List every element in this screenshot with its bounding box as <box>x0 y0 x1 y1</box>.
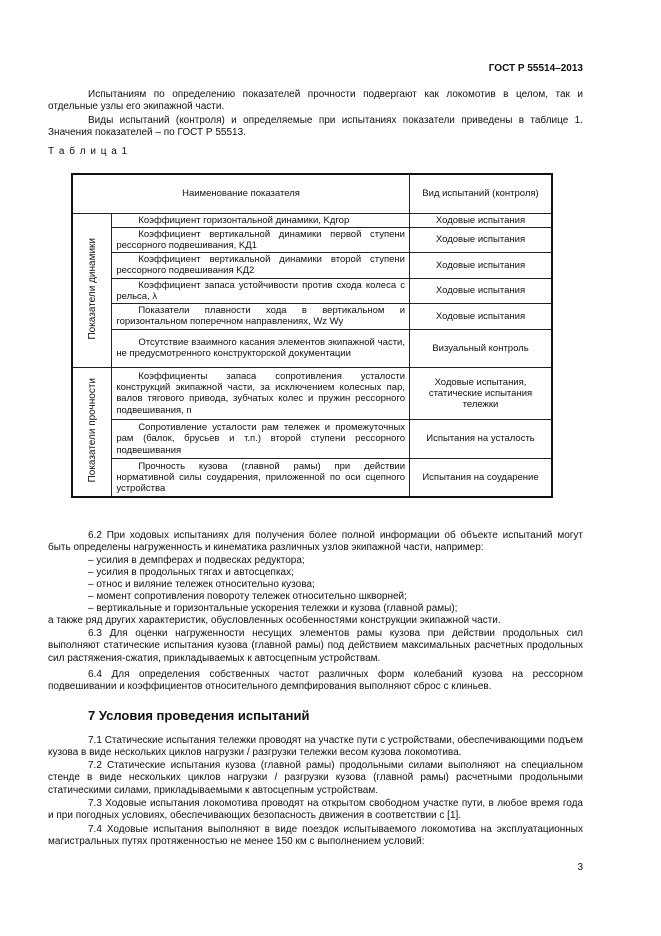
table-row-name: Сопротивление усталости рам тележек и промежуточных рам (балок, брусьев и т.п.) второй ступени рессорного подвешивания <box>112 419 410 458</box>
list-item: – усилия в демпферах и подвесках редуктора; <box>88 555 305 566</box>
list-item: – усилия в продольных тягах и автосцепках; <box>88 567 294 578</box>
paragraph-6-3: 6.3 Для оценки нагруженности несущих элементов рамы кузова при действии продольных сил выполняют статические испытания кузова (главной рамы) под действием максимальных расчетных продольных сил растяжения-сжатия, прикладываемых к автосцепным устройствам. <box>48 628 583 664</box>
page-number: 3 <box>577 862 583 873</box>
table-row-name: Прочность кузова (главной рамы) при действии нормативной силы соударения, приложенной по оси сцепного устройства <box>112 458 410 497</box>
paragraph-6-4: 6.4 Для определения собственных частот различных форм колебаний кузова на рессорном подвешивании и коэффициентов относительного демпфирования выполняют сброс с клиньев. <box>48 669 583 693</box>
paragraph-7-3: 7.3 Ходовые испытания локомотива проводят на открытом свободном участке пути, в любое время года и при погодных условиях, обеспечивающих безопасность движения в соответствии с [1]. <box>48 798 583 822</box>
intro-paragraph-1: Испытаниям по определению показателей прочности подвергают как локомотив в целом, так и отдельные узлы его экипажной части. <box>48 89 583 113</box>
table-row-name: Коэффициент вертикальной динамики второй ступени рессорного подвешивания KД2 <box>112 253 410 278</box>
table-row-kind: Испытания на соударение <box>410 458 553 497</box>
table-row-name: Коэффициент запаса устойчивости против схода колеса с рельса, λ <box>112 278 410 303</box>
paragraph-7-4: 7.4 Ходовые испытания выполняют в виде поездок испытываемого локомотива на эксплуатационных магистральных путях протяженностью не менее 150 км с выполнением условий: <box>48 824 583 848</box>
table-row-kind: Ходовые испытания, статические испытания тележки <box>410 367 553 419</box>
document-code: ГОСТ Р 55514–2013 <box>488 63 583 74</box>
paragraph-7-1: 7.1 Статические испытания тележки проводят на участке пути с устройствами, обеспечивающими подъем кузова в виде нескольких циклов нагрузки / разгрузки тележки весом кузова локомотива. <box>48 735 583 759</box>
indicators-table <box>71 173 553 498</box>
table-row-kind: Испытания на усталость <box>410 419 553 458</box>
table-row-kind: Ходовые испытания <box>410 303 553 329</box>
intro-paragraph-2: Виды испытаний (контроля) и определяемые при испытаниях показатели приведены в таблице 1. Значения показателей – по ГОСТ Р 55513. <box>48 115 583 139</box>
table-row-name: Отсутствие взаимного касания элементов экипажной части, не предусмотренного конструкторской документации <box>112 329 410 367</box>
table-row-name: Коэффициенты запаса сопротивления усталости конструкций экипажной части, за исключением колесных пар, валов тягового привода, зубчатых колес и пружин рессорного подвешивания, n <box>112 367 410 419</box>
table-row-kind: Ходовые испытания <box>410 278 553 303</box>
list-item: – вертикальные и горизонтальные ускорения тележки и кузова (главной рамы); <box>88 603 458 614</box>
list-item: – относ и виляние тележек относительно кузова; <box>88 579 315 590</box>
group-dynamics-label: Показатели динамики <box>72 213 112 367</box>
table-caption: Т а б л и ц а 1 <box>48 146 129 157</box>
table-row-name: Коэффициент горизонтальной динамики, Kдгор <box>112 213 410 227</box>
list-item: – момент сопротивления повороту тележек относительно шкворней; <box>88 591 407 602</box>
section-7-heading: 7 Условия проведения испытаний <box>88 708 310 723</box>
table-row-kind: Ходовые испытания <box>410 227 553 252</box>
table-row-kind: Визуальный контроль <box>410 329 553 367</box>
header-cell-kind: Вид испытаний (контроля) <box>410 174 553 213</box>
header-cell-name: Наименование показателя <box>72 174 410 213</box>
table-row-name: Коэффициент вертикальной динамики первой ступени рессорного подвешивания, KД1 <box>112 227 410 252</box>
table-row-kind: Ходовые испытания <box>410 253 553 278</box>
paragraph-7-2: 7.2 Статические испытания кузова (главной рамы) продольными силами выполняют на специальном стенде в виде нескольких циклов нагрузки / разгрузки кузова (главной рамы) расчетными продольными статическими силами, прикладываемыми к автосцепным устройствам. <box>48 760 583 796</box>
group-strength-label: Показатели прочности <box>72 367 112 497</box>
paragraph-6-2: 6.2 При ходовых испытаниях для получения более полной информации об объекте испытаний могут быть определены нагруженность и кинематика различных узлов экипажной части, например: <box>48 530 583 554</box>
list-tail: а также ряд других характеристик, обусловленных особенностями конструкции экипажной части. <box>48 615 501 626</box>
table-row-name: Показатели плавности хода в вертикальном и горизонтальном поперечном направлениях, Wz Wy <box>112 303 410 329</box>
table-row-kind: Ходовые испытания <box>410 213 553 227</box>
